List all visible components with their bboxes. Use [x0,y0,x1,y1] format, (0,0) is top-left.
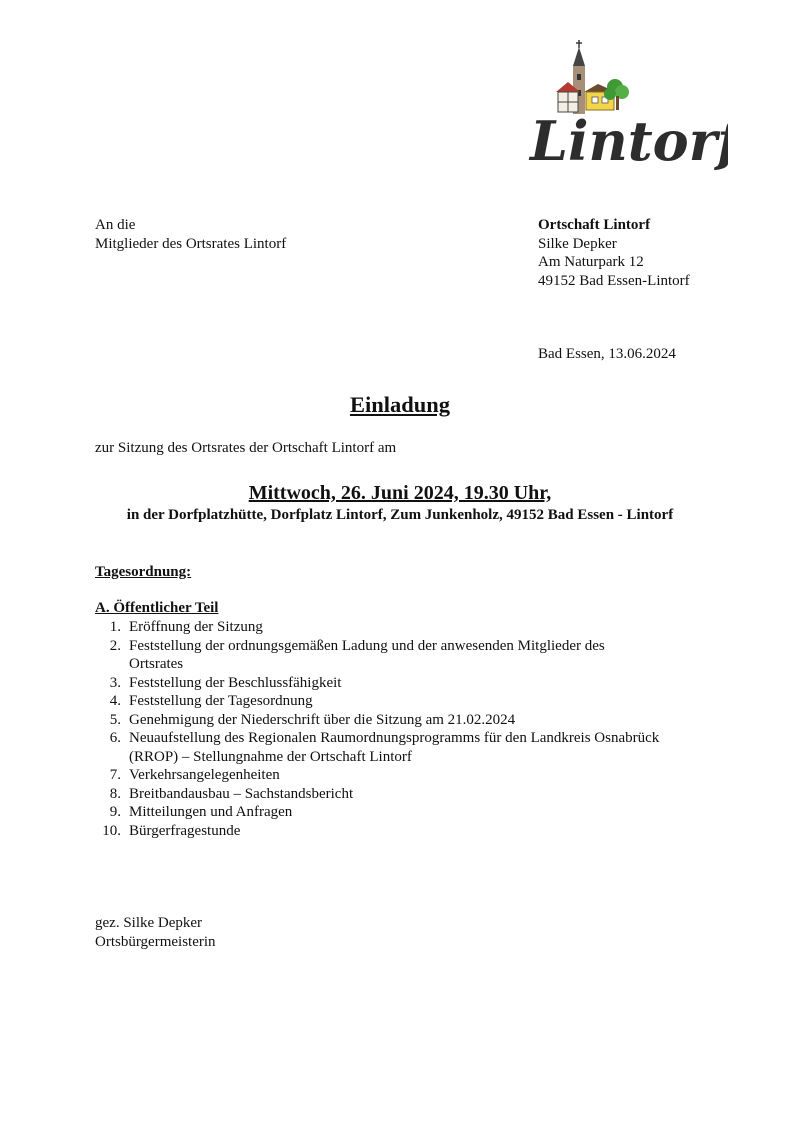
agenda-item-text: Genehmigung der Niederschrift über die Sitzung am 21.02.2024 [129,711,516,728]
agenda-item [95,822,735,841]
sender-name: Ortschaft Lintorf [538,217,651,233]
document-title: Einladung [349,392,451,417]
agenda-item-text: Mitteilungen und Anfragen [129,804,293,820]
agenda-list [95,618,735,840]
agenda-item-text: Feststellung der Beschlussfähigkeit [129,674,342,691]
signature-block [95,914,216,951]
meeting-location: in der Dorfplatzhütte, Dorfplatz Lintorf, Zum Junkenholz, 49152 Bad Essen - Lintorf [126,507,674,523]
agenda-item [95,766,735,785]
signature-name: gez. Silke Depker [95,915,203,931]
agenda-item-text: Verkehrsangelegenheiten [129,767,280,783]
agenda-item [95,637,735,674]
sender-person: Silke Depker [538,235,617,252]
agenda-item-text: Bürgerfragestunde [129,822,241,839]
agenda-item-number: 5. [109,711,121,728]
lintorf-logo [522,36,728,172]
agenda-item-number: 8. [109,785,121,802]
agenda-item [95,729,735,766]
agenda-item [95,711,735,730]
agenda-section-heading: A. Öffentlicher Teil [95,600,219,616]
agenda-item-number: 7. [109,767,121,783]
signature-title: Ortsbürgermeisterin [95,933,216,950]
agenda-item [95,785,735,804]
letter-date: Bad Essen, 13.06.2024 [538,346,676,362]
agenda-item [95,674,735,693]
recipient-line-1: An die [95,217,136,233]
agenda-item-number: 9. [109,804,121,820]
agenda-item-text: Neuaufstellung des Regionalen Raumordnungsprogramms für den Landkreis Osnabrück [129,730,660,746]
sender-block [538,216,690,290]
agenda-item [95,618,735,637]
recipient-block [95,216,286,253]
agenda-item-text: Eröffnung der Sitzung [129,619,263,635]
intro-text: zur Sitzung des Ortsrates der Ortschaft Lintorf am [95,440,397,456]
agenda-item-number: 6. [109,730,121,746]
sender-street: Am Naturpark 12 [538,254,644,270]
agenda-item-number: 2. [109,637,121,654]
agenda-item-number: 1. [109,619,121,635]
agenda-item [95,692,735,711]
agenda-item-number: 10. [102,822,121,839]
logo-wordmark: Lintorf [530,109,728,172]
agenda-heading: Tagesordnung: [95,564,192,580]
agenda-item-text: Ortsrates [129,656,184,672]
agenda-item-text: Feststellung der Tagesordnung [129,693,313,709]
agenda-item [95,803,735,822]
agenda-item-text: Breitbandausbau – Sachstandsbericht [129,785,354,802]
agenda-item-text: Feststellung der ordnungsgemäßen Ladung und der anwesenden Mitglieder des [129,637,605,654]
agenda-item-number: 3. [109,674,121,691]
recipient-line-2: Mitglieder des Ortsrates Lintorf [95,235,287,252]
meeting-datetime: Mittwoch, 26. Juni 2024, 19.30 Uhr, [248,482,552,504]
agenda-item-number: 4. [109,693,121,709]
sender-city: 49152 Bad Essen-Lintorf [538,272,690,289]
agenda-item-text: (RROP) – Stellungnahme der Ortschaft Lintorf [129,748,412,765]
